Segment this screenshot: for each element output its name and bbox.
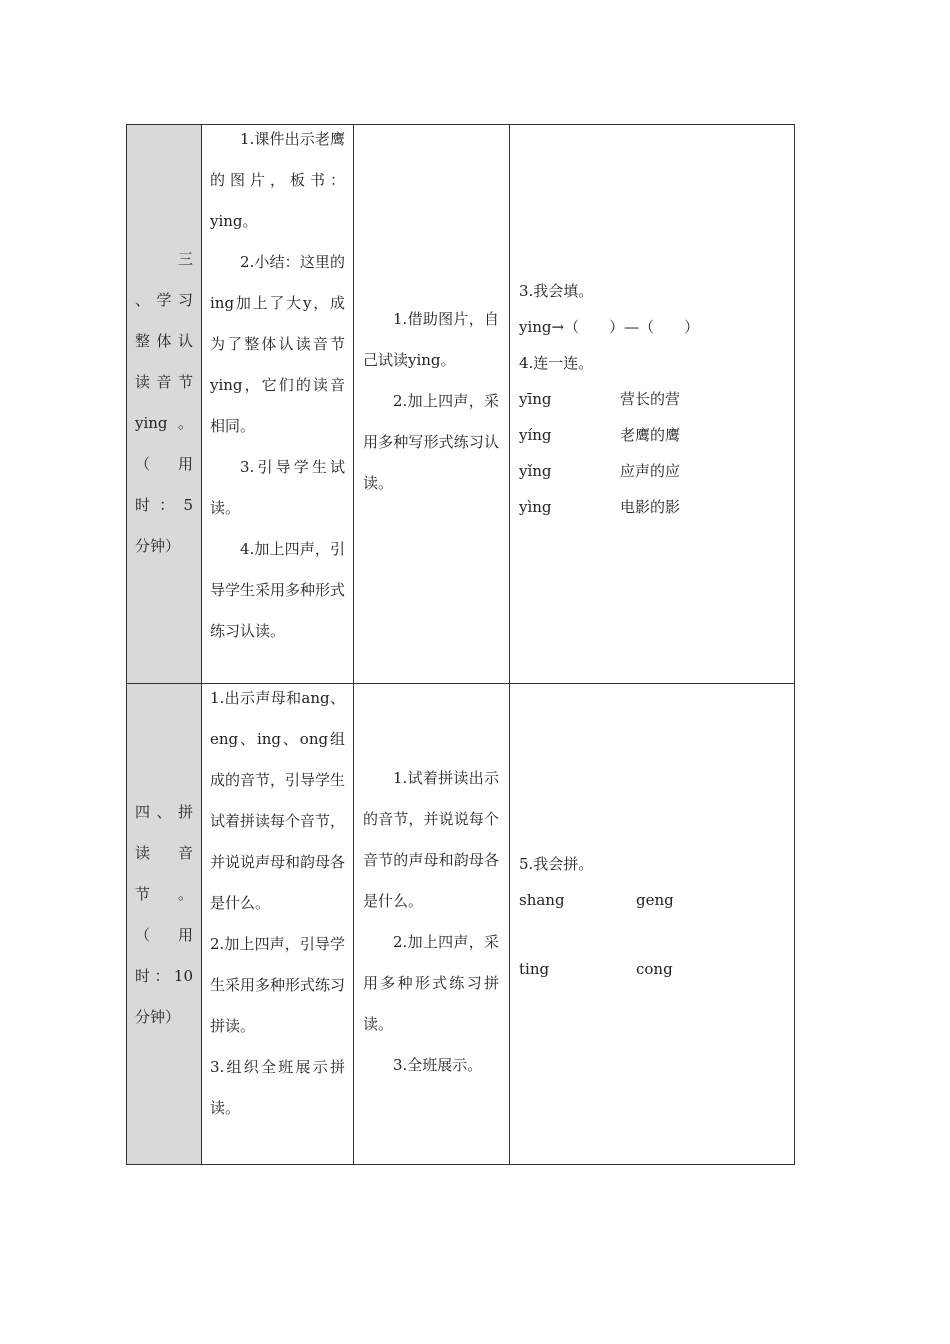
table-row xyxy=(127,125,795,684)
exercise-heading: 3.我会填。 xyxy=(519,282,594,300)
match-pair: yìng 电影的影 xyxy=(519,498,681,516)
student-step: 3.全班展示。 xyxy=(393,1056,483,1074)
student-step: 2.加上四声，采用多种形式练习拼读。 xyxy=(363,933,499,1033)
student-activity-cell xyxy=(354,684,510,1165)
match-pair: yíng 老鹰的鹰 xyxy=(519,426,681,444)
teacher-step: 4.加上四声，引导学生采用多种形式练习认读。 xyxy=(210,540,346,640)
spell-pair: shang geng xyxy=(519,891,674,909)
exercise-cell xyxy=(510,125,795,684)
exercise-cell xyxy=(510,684,795,1165)
fill-in-line: ying→（ ）—（ ） xyxy=(519,318,700,336)
stage-cell xyxy=(127,684,202,1165)
teacher-activity-cell xyxy=(202,125,354,684)
stage-label: 四、拼 读 音 节 。 （ 用 时：10 分钟） xyxy=(135,803,193,1026)
exercise-heading: 4.连一连。 xyxy=(519,354,594,372)
student-step: 2.加上四声，采用多种写形式练习认读。 xyxy=(363,392,499,492)
exercise-block xyxy=(519,273,786,525)
match-pair: yīng 营长的营 xyxy=(519,390,681,408)
student-activity-cell xyxy=(354,125,510,684)
teacher-step: 1.课件出示老鹰的图片，板书：ying。 xyxy=(210,130,345,230)
student-step: 1.借助图片，自己试读ying。 xyxy=(363,310,499,369)
table-row xyxy=(127,684,795,1165)
exercise-block xyxy=(519,846,786,1020)
teacher-activity-cell xyxy=(202,684,354,1165)
spell-pair: ting cong xyxy=(519,960,673,978)
match-pair: yǐng 应声的应 xyxy=(519,462,681,480)
teacher-step: 1.出示声母和ang、eng、ing、ong组成的音节，引导学生试着拼读每个音节，并说说声母和韵母各是什么。 xyxy=(210,689,346,912)
exercise-heading: 5.我会拼。 xyxy=(519,855,594,873)
teacher-step: 2.小结：这里的ing加上了大y，成为了整体认读音节ying，它们的读音相同。 xyxy=(210,253,345,435)
teacher-step: 3.组织全班展示拼读。 xyxy=(210,1058,345,1117)
student-step: 1.试着拼读出示的音节，并说说每个音节的声母和韵母各是什么。 xyxy=(363,769,499,910)
teacher-step: 3.引导学生试读。 xyxy=(210,458,345,517)
lesson-plan-table xyxy=(126,124,795,1165)
teacher-step: 2.加上四声，引导学生采用多种形式练习拼读。 xyxy=(210,935,346,1035)
stage-label: 三 、学习 整体认 读音节 ying。 （ 用 时：5 分钟） xyxy=(135,250,193,555)
stage-cell xyxy=(127,125,202,684)
